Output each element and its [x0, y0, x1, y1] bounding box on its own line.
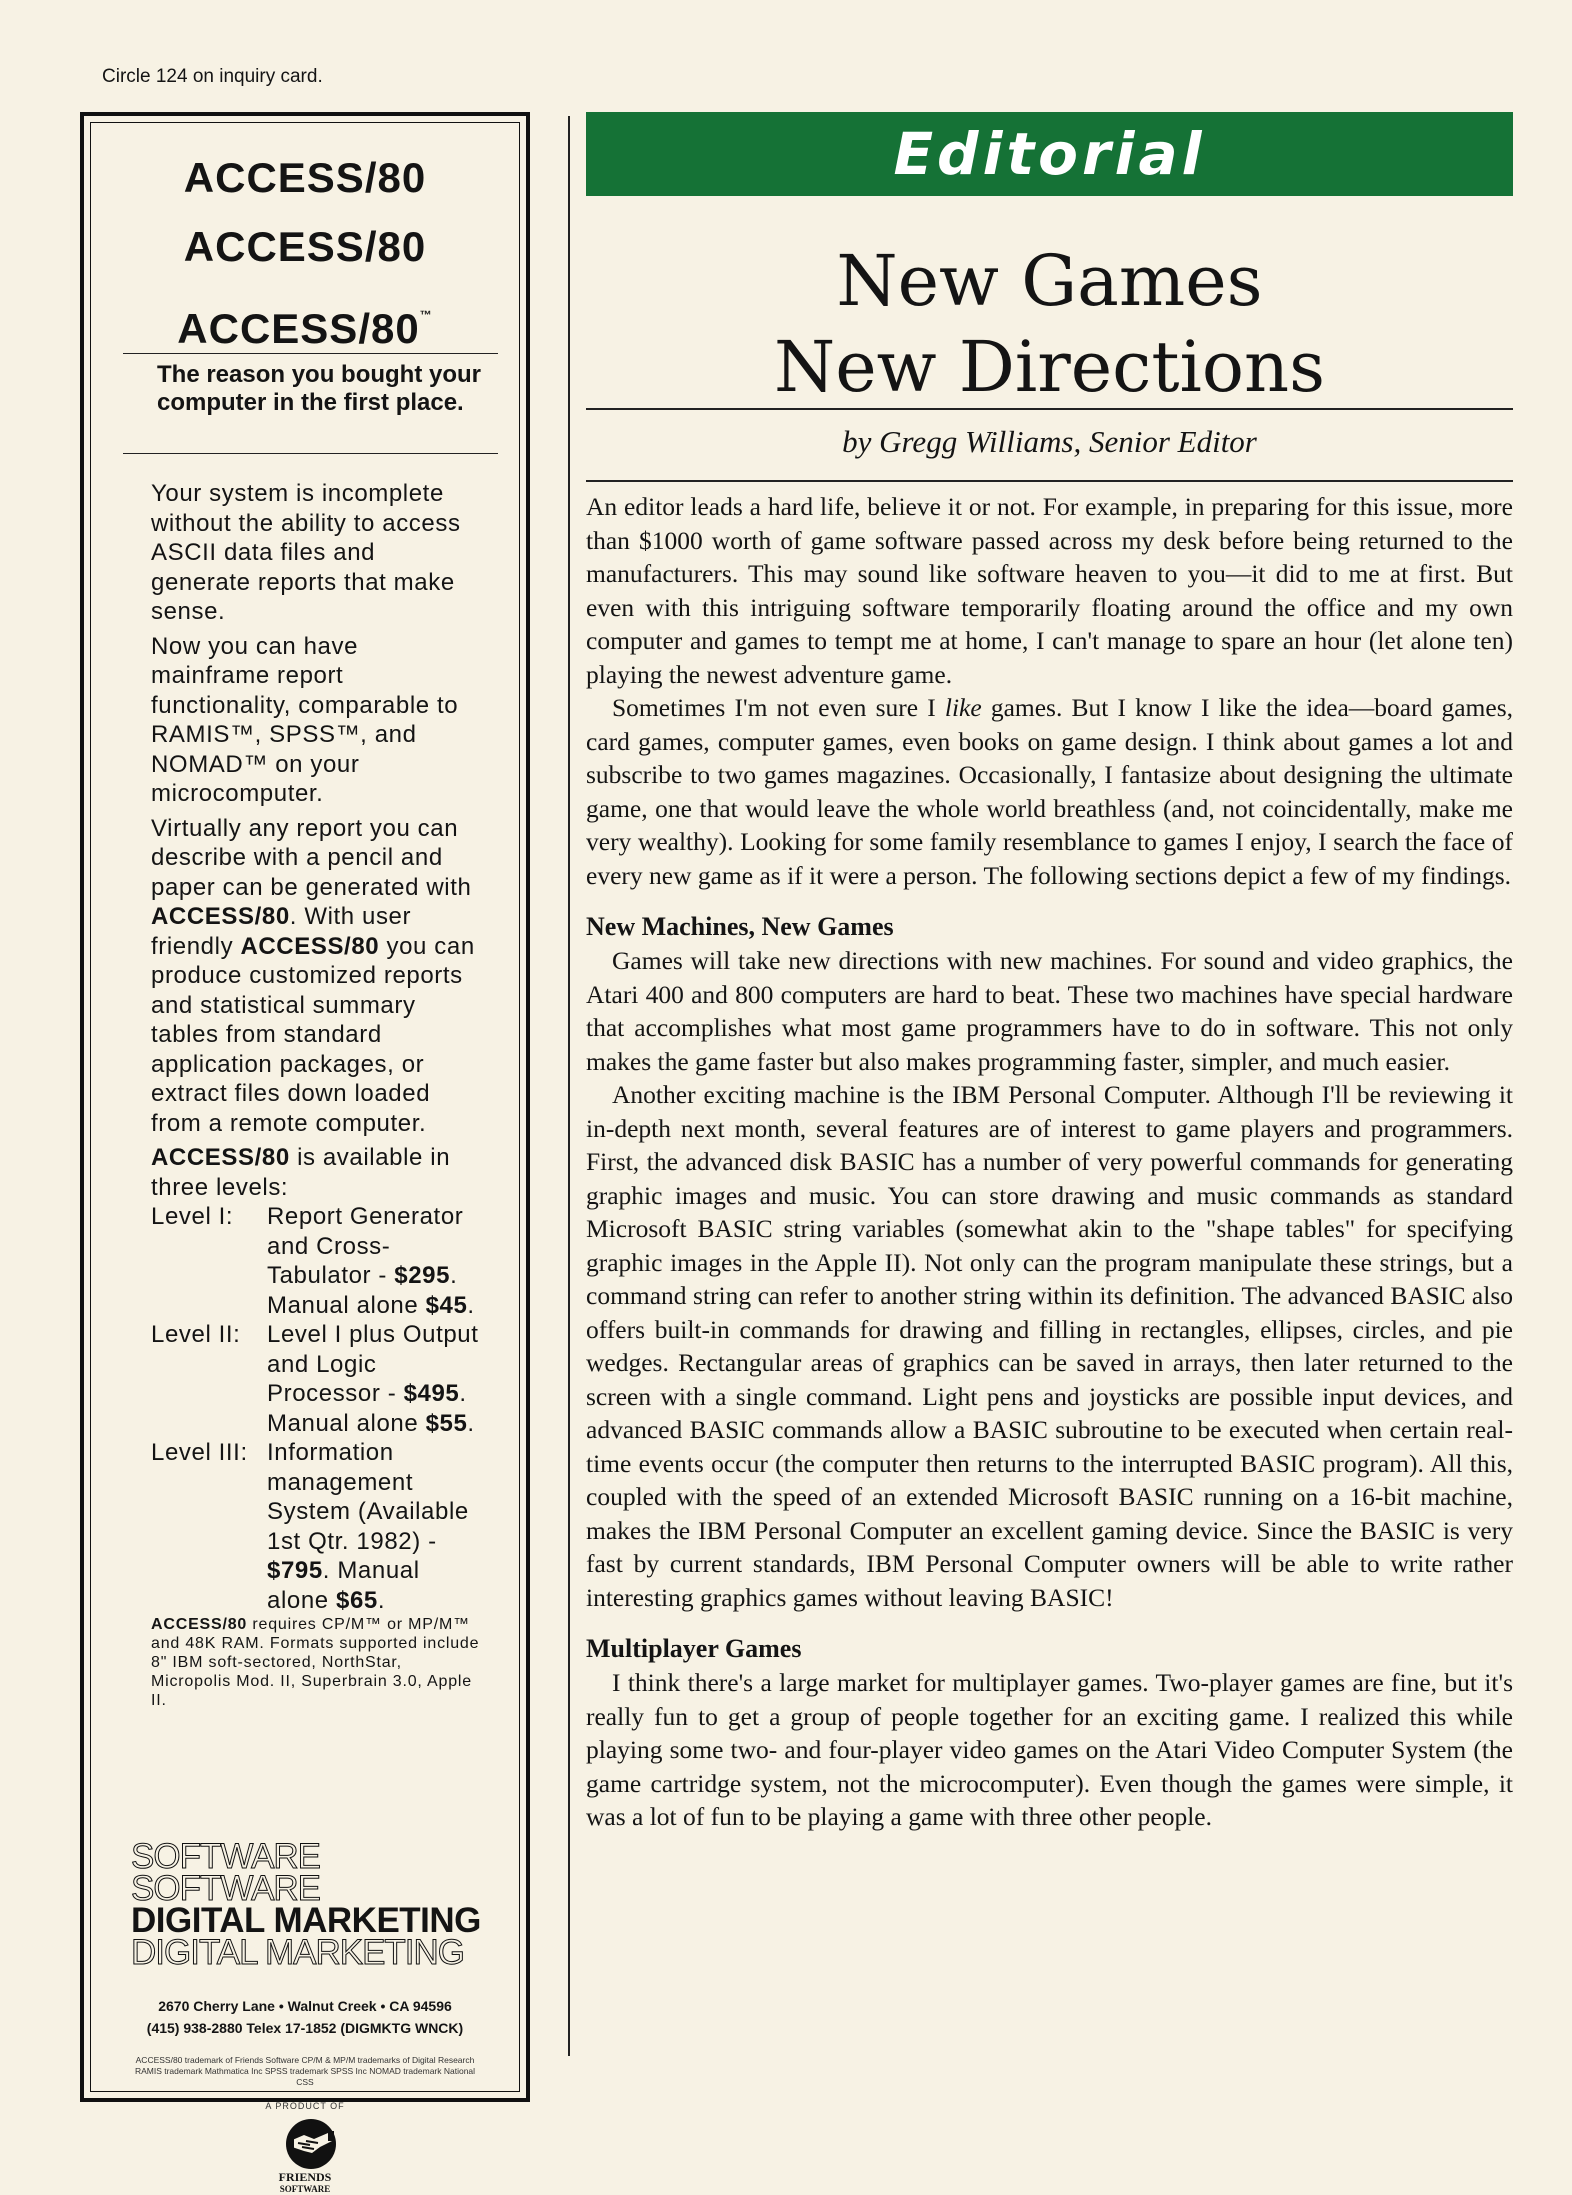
article-byline: by Gregg Williams, Senior Editor — [842, 424, 1257, 459]
ad-rule-top — [123, 353, 498, 354]
banner-label: Editorial — [893, 120, 1206, 188]
ad-body — [151, 479, 481, 1715]
section-heading-multiplayer: Multiplayer Games — [586, 1634, 802, 1663]
ad-headlines — [91, 143, 519, 363]
article-title: New Games New Directions — [773, 240, 1326, 408]
software-digital-marketing-logo: SOFTWARE SOFTWARE DIGITAL MARKETING DIGITAL MARKETING — [131, 1837, 481, 1972]
byline-rule — [586, 480, 1513, 482]
article-paragraph-1: An editor leads a hard life, believe it or not. For example, in preparing for this issue, more than $1000 worth of game software passed across my desk before being returned to the manufacturers. This may sound like software heaven to you—it did to me at first. But even with this intriguing software temporarily floating around the office and my own computer and games to tempt me at home, I can't manage to spare an hour (let alone ten) playing the newest adventure game. — [586, 492, 1513, 689]
ad-product-of: A PRODUCT OF — [265, 2101, 345, 2111]
ad-requirements: ACCESS/80 requires CP/M™ or MP/M™ and 48K RAM. Formats supported include 8" IBM soft-sectored, NorthStar, Micropolis Mod. II, Superbrain 3.0, Apple II. — [151, 1616, 480, 1709]
ad-levels-intro: ACCESS/80 is available in three levels: — [151, 1144, 451, 1201]
article-paragraph-5: I think there's a large market for multiplayer games. Two-player games are fine, but it's really fun to get a group of people together for an exciting game. I realized this while playing some two- and four-player video games on the Atari Video Computer System (the game cartridge system, not the microcomputer). Even though the games were simple, it was a lot of fun to be playing a game with three other people. — [586, 1668, 1513, 1831]
ad-paragraph-1: Your system is incomplete without the ability to access ASCII data files and generate reports that make sense. — [151, 480, 461, 625]
ad-headline-3: ACCESS/80™ — [177, 305, 433, 352]
level-1: Level I: Report Generator and Cross-Tabulator - $295. Manual alone $45. — [151, 1203, 475, 1319]
inquiry-note: Circle 124 on inquiry card. — [102, 66, 323, 87]
ad-headline-2: ACCESS/80 — [183, 223, 427, 270]
ad-inner-border — [90, 122, 520, 2194]
article-paragraph-3: Games will take new directions with new machines. For sound and video graphics, the Atari 400 and 800 computers are hard to beat. These two machines have special hardware that accomplishes what most game programmers have to do in software. This not only makes the game faster but also makes programming faster, simpler, and much easier. — [586, 946, 1513, 1076]
ad-rule-bottom — [123, 453, 498, 454]
ad-paragraph-3: Virtually any report you can describe with a pencil and paper can be generated with ACCESS/80. With user friendly ACCESS/80 you can produce customized reports and statistical summary tables from standard application packages, or extract files down loaded from a remote computer. — [151, 814, 475, 1137]
article-paragraph-4: Another exciting machine is the IBM Personal Computer. Although I'll be reviewing it in-depth next month, several features are of interest to game players and programmers. First, the advanced disk BASIC has a number of very powerful commands for generating graphic images and music. You can store drawing and music commands as standard Microsoft BASIC string variables (somewhat akin to the "shape tables" for specifying graphic images in the Apple II). Not only can the program manipulate these strings, but a command string can refer to another string within its definition. The advanced BASIC also offers built-in commands for drawing and filling in rectangles, ellipses, circles, and pie wedges. Rectangular areas of graphics can be saved in arrays, then later returned to the screen with a single command. Light pens and joysticks are possible input devices, and advanced BASIC commands allow a BASIC subroutine to be executed when certain real-time events occur (the computer then returns to the interrupted BASIC program). All this, coupled with the speed of an extended Microsoft BASIC running on a 16-bit machine, makes the IBM Personal Computer an excellent gaming device. Since the BASIC is very fast by current standards, IBM Personal Computer owners will be able to write rather interesting graphics games without leaving BASIC! — [586, 1080, 1513, 1612]
friends-handshake-icon — [284, 2117, 338, 2171]
ad-trademark-notes: ACCESS/80 trademark of Friends Software CP/M & MP/M trademarks of Digital Research RAMIS trademark Mathmatica Inc SPSS trademark SPSS Inc NOMAD trademark National CSS — [134, 2055, 476, 2087]
ad-contact-info — [91, 1995, 519, 2039]
ad-paragraph-2: Now you can have mainframe report functionality, comparable to RAMIS™, SPSS™, and NOMAD™ on your microcomputer. — [151, 632, 459, 807]
level-3: Level III: Information management System (Available 1st Qtr. 1982) - $795. Manual alone $65. — [151, 1439, 469, 1614]
editorial-banner — [586, 112, 1513, 196]
title-rule — [586, 408, 1513, 410]
ad-headline-1: ACCESS/80 — [183, 154, 427, 201]
section-heading-new-machines: New Machines, New Games — [586, 912, 894, 941]
ad-address: 2670 Cherry Lane • Walnut Creek • CA 94596 — [158, 1998, 452, 2014]
ad-phone: (415) 938-2880 Telex 17-1852 (DIGMKTG WNCK) — [146, 2020, 464, 2036]
access80-advertisement — [80, 112, 530, 2194]
ad-tagline: The reason you bought your computer in the first place. — [157, 361, 482, 416]
friends-software-name: FRIENDS SOFTWARE — [278, 2170, 332, 2194]
column-divider — [568, 116, 570, 2056]
article-paragraph-2: Sometimes I'm not even sure I like games. But I know I like the idea—board games, card games, computer games, even books on game design. I think about games a lot and subscribe to two games magazines. Occasionally, I fantasize about designing the ultimate game, one that would leave the whole world breathless (and, not coincidentally, make me very wealthy). Looking for some family resemblance to games I enjoy, I search the face of every new game as if it were a person. The following sections depict a few of my findings. — [586, 693, 1514, 890]
trademark-symbol: ™ — [419, 308, 433, 322]
article-body — [586, 490, 1513, 1834]
level-2: Level II: Level I plus Output and Logic Processor - $495. Manual alone $55. — [151, 1321, 479, 1437]
